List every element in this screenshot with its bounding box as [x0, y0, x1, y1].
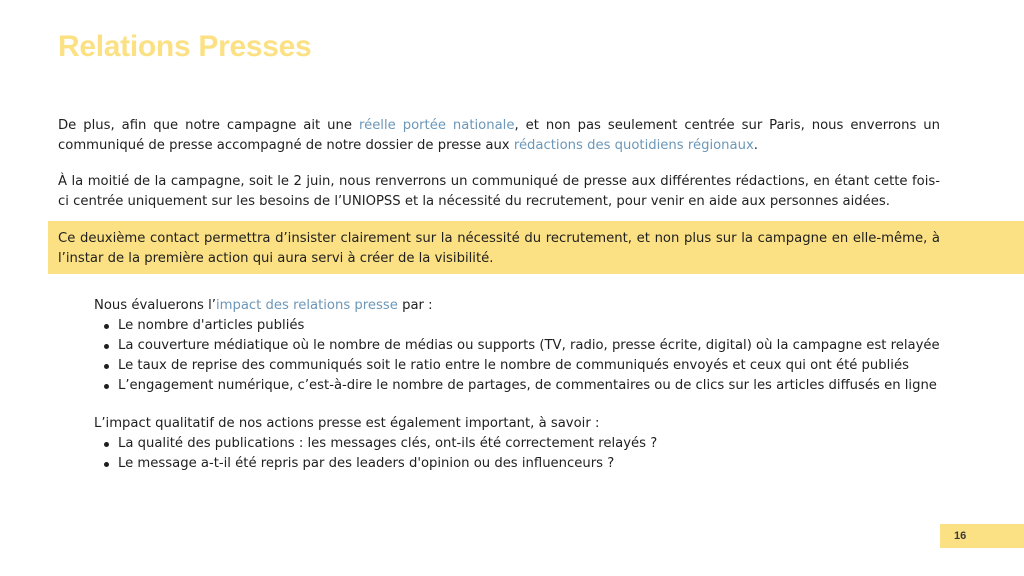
- paragraph-text: .: [753, 138, 758, 153]
- intro-paragraph: [58, 116, 940, 156]
- list-item: Le message a-t-il été repris par des leaders d'opinion ou des influenceurs ?: [104, 454, 954, 474]
- list-item: La qualité des publications : les messages clés, ont-ils été correctement relayés ?: [104, 434, 954, 454]
- link-regional-newsrooms[interactable]: rédactions des quotidiens régionaux: [513, 138, 754, 153]
- page-number: 16: [940, 524, 1024, 548]
- link-press-impact[interactable]: impact des relations presse: [215, 298, 398, 313]
- highlighted-paragraph: Ce deuxième contact permettra d’insister clairement sur la nécessité du recrutement, et non plus sur la campagne en elle-même, à l’instar de la première action qui aura servi à créer de la visibilité.: [58, 231, 940, 266]
- list-item: Le nombre d'articles publiés: [104, 316, 954, 336]
- metrics-list: [104, 316, 954, 396]
- list-item: L’engagement numérique, c’est-à-dire le nombre de partages, de commentaires ou de clics sur les articles diffusés en ligne: [104, 376, 954, 396]
- paragraph-text: , et non pas seulement centrée sur Paris, nous enverrons un communiqué de presse accompagné de notre dossier de presse aux: [58, 118, 940, 153]
- list-item: Le taux de reprise des communiqués soit le ratio entre le nombre de communiqués envoyés et ceux qui ont été publiés: [104, 356, 954, 376]
- link-national-reach[interactable]: réelle portée nationale: [358, 118, 515, 133]
- metrics-section: [94, 296, 954, 396]
- metrics-intro: Nous évaluerons l’impact des relations presse par :: [94, 298, 433, 313]
- quality-section: [94, 414, 954, 474]
- list-item: La couverture médiatique où le nombre de médias ou supports (TV, radio, presse écrite, digital) où la campagne est relayée: [104, 336, 954, 356]
- quality-list: [104, 434, 954, 474]
- second-paragraph: À la moitié de la campagne, soit le 2 juin, nous renverrons un communiqué de presse aux différentes rédactions, en étant cette fois-ci centrée uniquement sur les besoins de l’UNIOPSS et la nécessité du recrutement, pour venir en aide aux personnes aidées.: [58, 174, 940, 209]
- page-title: Relations Presses: [58, 30, 312, 63]
- paragraph-text: De plus, afin que notre campagne ait une: [58, 118, 359, 133]
- quality-intro: L’impact qualitatif de nos actions presse est également important, à savoir :: [94, 416, 600, 431]
